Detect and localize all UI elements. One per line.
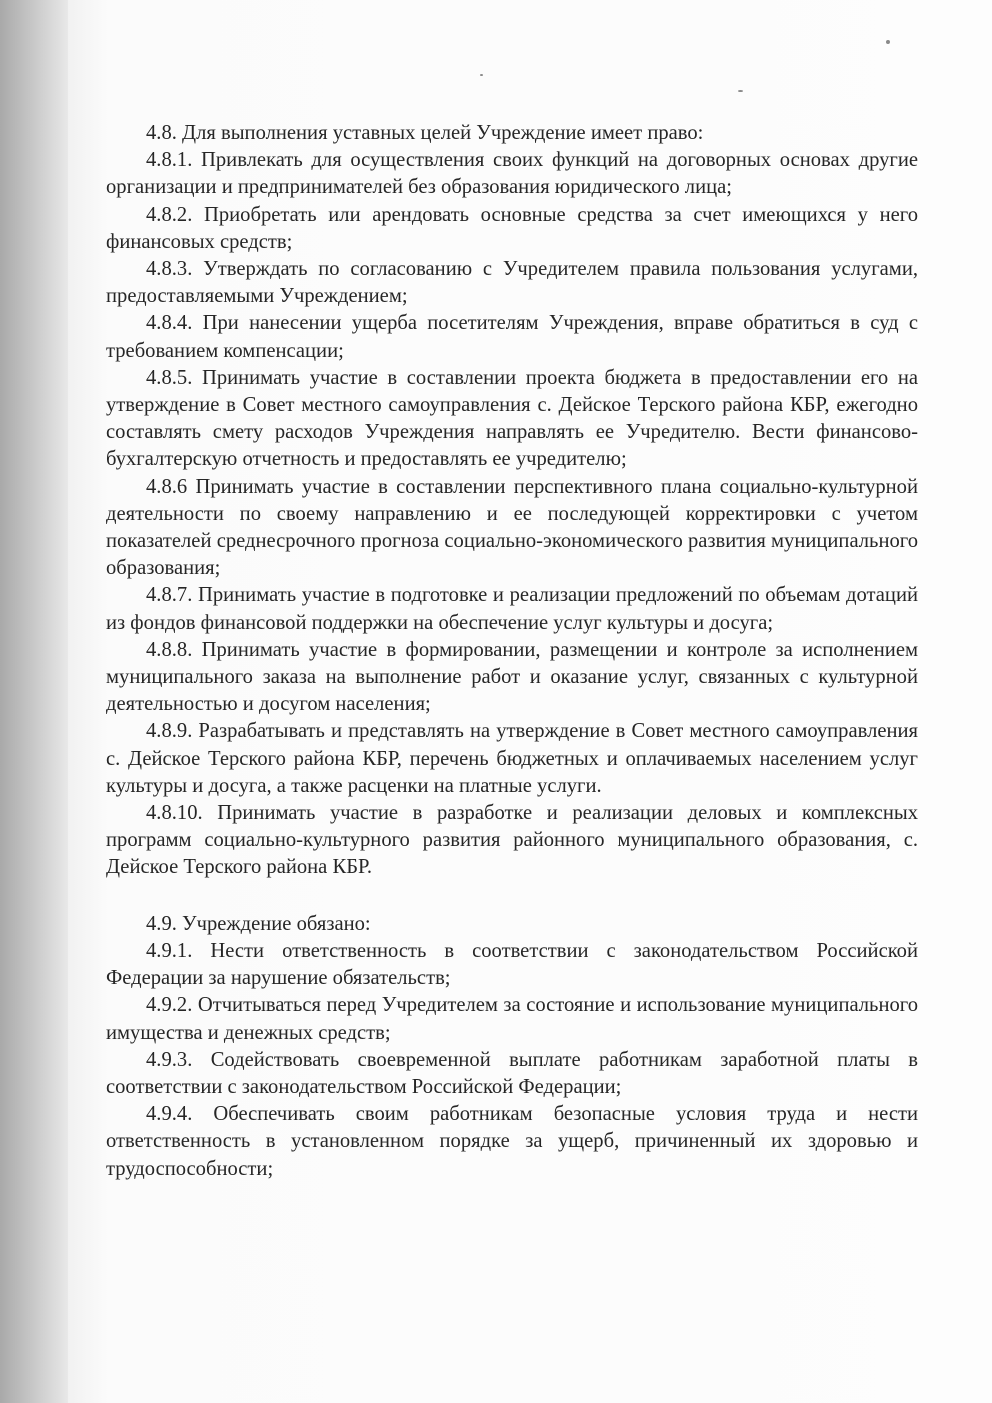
paragraph-4-9-2: 4.9.2. Отчитываться перед Учредителем за состояние и использование муниципального имущества и денежных средств; [106,994,918,1044]
paragraph-4-8: 4.8. Для выполнения уставных целей Учреждение имеет право: [146,122,704,144]
paragraph-4-8-6: 4.8.6 Принимать участие в составлении перспективного плана социально-культурной деятельности по своему направлению и ее последующей корректировки с учетом показателей среднесрочного прогноза социально-экономического развития муниципального образования; [106,475,918,580]
section-gap [106,882,918,911]
paragraph-4-9: 4.9. Учреждение обязано: [146,912,371,935]
paragraph-4-8-7: 4.8.7. Принимать участие в подготовке и реализации предложений по объемам дотаций из фондов финансовой поддержки на обеспечение услуг культуры и досуга; [106,584,918,634]
paragraph-4-8-5: 4.8.5. Принимать участие в составлении проекта бюджета в предоставлении его на утверждение в Совет местного самоуправления с. Дейское Терского района КБР, ежегодно составлять смету расходов Учреждения направлять ее Учредителю. Вести финансово-бухгалтерскую отчетность и предоставлять ее учредителю; [106,366,918,471]
scan-speck [738,90,743,92]
scan-speck [480,74,483,76]
paragraph-4-8-1: 4.8.1. Привлекать для осуществления своих функций на договорных основах другие организации и предпринимателей без образования юридического лица; [106,149,918,199]
paragraph-4-8-10: 4.8.10. Принимать участие в разработке и реализации деловых и комплексных программ социально-культурного развития районного муниципального образования, с. Дейское Терского района КБР. [106,802,918,879]
document-page [68,0,992,1403]
paragraph-4-8-2: 4.8.2. Приобретать или арендовать основные средства за счет имеющихся у него финансовых средств; [106,203,918,253]
paragraph-4-8-9: 4.8.9. Разрабатывать и представлять на утверждение в Совет местного самоуправления с. Дейское Терского района КБР, перечень бюджетных и оплачиваемых населением услуг культуры и досуга, а также расценки на платные услуги. [106,720,918,797]
paragraph-4-9-3: 4.9.3. Содействовать своевременной выплате работникам заработной платы в соответствии с законодательством Российской Федерации; [106,1048,918,1098]
scan-shadow [0,0,68,1403]
scan-speck [886,40,890,44]
paragraph-4-8-4: 4.8.4. При нанесении ущерба посетителям Учреждения, вправе обратиться в суд с требованием компенсации; [106,312,918,362]
paragraph-4-8-8: 4.8.8. Принимать участие в формировании, размещении и контроле за исполнением муниципального заказа на выполнение работ и оказание услуг, связанных с культурной деятельностью и досугом населения; [106,638,918,716]
document-body [106,120,918,1183]
paragraph-4-9-4: 4.9.4. Обеспечивать своим работникам безопасные условия труда и нести ответственность в установленном порядке за ущерб, причиненный их здоровью и трудоспособности; [106,1103,918,1180]
paragraph-4-9-1: 4.9.1. Нести ответственность в соответствии с законодательством Российской Федерации за нарушение обязательств; [106,939,918,990]
paragraph-4-8-3: 4.8.3. Утверждать по согласованию с Учредителем правила пользования услугами, предоставляемыми Учреждением; [106,258,918,308]
